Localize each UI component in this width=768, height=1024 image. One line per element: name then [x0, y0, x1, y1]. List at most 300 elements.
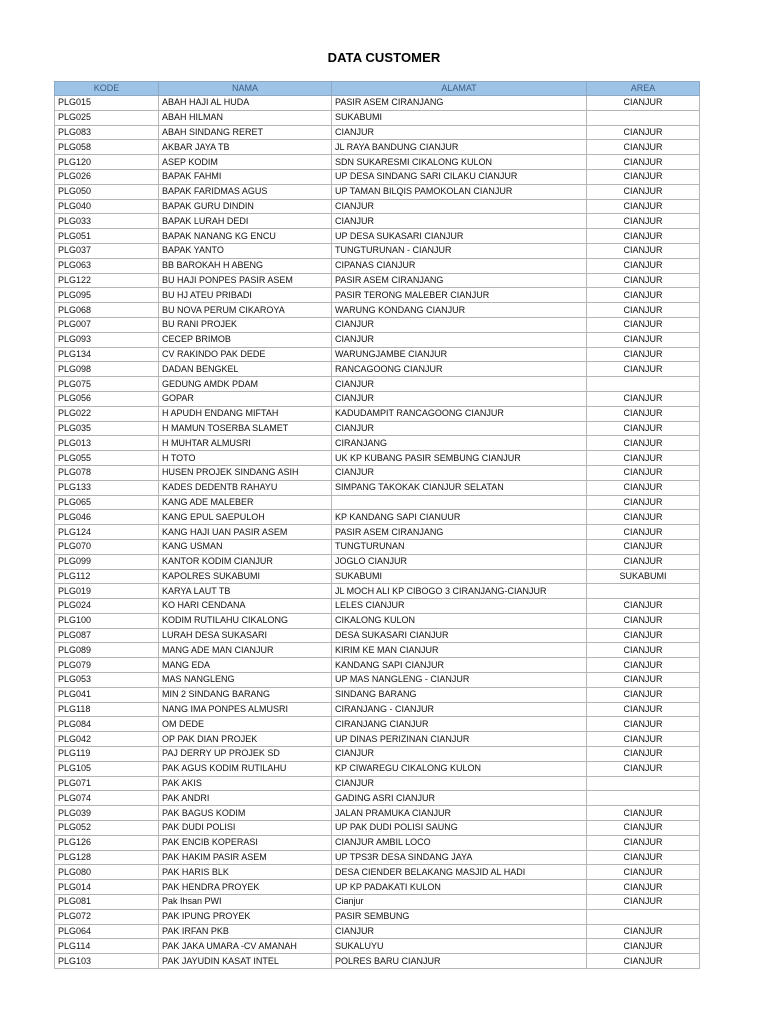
cell-alamat[interactable]: CIANJUR — [332, 776, 587, 791]
table-row[interactable] — [55, 332, 700, 347]
cell-alamat[interactable]: RANCAGOONG CIANJUR — [332, 362, 587, 377]
cell-nama[interactable]: KAPOLRES SUKABUMI — [159, 569, 332, 584]
cell-area[interactable]: CIANJUR — [587, 465, 700, 480]
cell-nama[interactable]: PAK HENDRA PROYEK — [159, 880, 332, 895]
cell-area[interactable]: CIANJUR — [587, 954, 700, 969]
cell-area[interactable]: CIANJUR — [587, 939, 700, 954]
cell-area[interactable]: CIANJUR — [587, 288, 700, 303]
cell-alamat[interactable]: JL RAYA BANDUNG CIANJUR — [332, 140, 587, 155]
cell-nama[interactable]: GEDUNG AMDK PDAM — [159, 377, 332, 392]
cell-area[interactable]: CIANJUR — [587, 184, 700, 199]
cell-nama[interactable]: PAK IRFAN PKB — [159, 924, 332, 939]
cell-alamat[interactable]: JL MOCH ALI KP CIBOGO 3 CIRANJANG-CIANJUR — [332, 584, 587, 599]
table-row[interactable] — [55, 584, 700, 599]
table-row[interactable] — [55, 569, 700, 584]
cell-nama[interactable]: BU NOVA PERUM CIKAROYA — [159, 303, 332, 318]
cell-area[interactable]: CIANJUR — [587, 332, 700, 347]
table-row[interactable] — [55, 125, 700, 140]
cell-alamat[interactable]: SDN SUKARESMI CIKALONG KULON — [332, 155, 587, 170]
cell-nama[interactable]: MIN 2 SINDANG BARANG — [159, 687, 332, 702]
cell-kode[interactable]: PLG070 — [55, 539, 159, 554]
cell-area[interactable]: CIANJUR — [587, 169, 700, 184]
cell-alamat[interactable]: TUNGTURUNAN — [332, 539, 587, 554]
table-row[interactable] — [55, 658, 700, 673]
cell-kode[interactable]: PLG013 — [55, 436, 159, 451]
table-row[interactable] — [55, 539, 700, 554]
cell-nama[interactable]: BAPAK GURU DINDIN — [159, 199, 332, 214]
cell-alamat[interactable]: CIRANJANG CIANJUR — [332, 717, 587, 732]
cell-kode[interactable]: PLG075 — [55, 377, 159, 392]
table-row[interactable] — [55, 243, 700, 258]
table-row[interactable] — [55, 362, 700, 377]
cell-nama[interactable]: ASEP KODIM — [159, 155, 332, 170]
cell-kode[interactable]: PLG064 — [55, 924, 159, 939]
cell-area[interactable] — [587, 377, 700, 392]
cell-kode[interactable]: PLG056 — [55, 391, 159, 406]
cell-area[interactable]: CIANJUR — [587, 747, 700, 762]
cell-nama[interactable]: PAJ DERRY UP PROJEK SD — [159, 747, 332, 762]
table-row[interactable] — [55, 732, 700, 747]
cell-area[interactable]: CIANJUR — [587, 761, 700, 776]
cell-kode[interactable]: PLG079 — [55, 658, 159, 673]
cell-kode[interactable]: PLG007 — [55, 317, 159, 332]
cell-nama[interactable]: H TOTO — [159, 451, 332, 466]
table-row[interactable] — [55, 96, 700, 111]
cell-area[interactable]: CIANJUR — [587, 303, 700, 318]
cell-kode[interactable]: PLG071 — [55, 776, 159, 791]
cell-alamat[interactable]: KP CIWAREGU CIKALONG KULON — [332, 761, 587, 776]
cell-alamat[interactable]: GADING ASRI CIANJUR — [332, 791, 587, 806]
cell-area[interactable]: CIANJUR — [587, 613, 700, 628]
table-row[interactable] — [55, 717, 700, 732]
cell-kode[interactable]: PLG112 — [55, 569, 159, 584]
cell-kode[interactable]: PLG046 — [55, 510, 159, 525]
cell-alamat[interactable]: UP PAK DUDI POLISI SAUNG — [332, 821, 587, 836]
cell-kode[interactable]: PLG120 — [55, 155, 159, 170]
table-row[interactable] — [55, 821, 700, 836]
cell-area[interactable]: CIANJUR — [587, 273, 700, 288]
cell-nama[interactable]: PAK JAYUDIN KASAT INTEL — [159, 954, 332, 969]
cell-area[interactable]: CIANJUR — [587, 406, 700, 421]
table-row[interactable] — [55, 155, 700, 170]
cell-kode[interactable]: PLG015 — [55, 96, 159, 111]
cell-alamat[interactable]: SUKABUMI — [332, 110, 587, 125]
cell-kode[interactable]: PLG055 — [55, 451, 159, 466]
cell-kode[interactable]: PLG072 — [55, 909, 159, 924]
cell-nama[interactable]: BAPAK LURAH DEDI — [159, 214, 332, 229]
cell-area[interactable] — [587, 791, 700, 806]
cell-area[interactable]: CIANJUR — [587, 850, 700, 865]
cell-kode[interactable]: PLG052 — [55, 821, 159, 836]
table-row[interactable] — [55, 495, 700, 510]
cell-alamat[interactable]: JALAN PRAMUKA CIANJUR — [332, 806, 587, 821]
cell-nama[interactable]: ABAH HAJI AL HUDA — [159, 96, 332, 111]
cell-nama[interactable]: PAK IPUNG PROYEK — [159, 909, 332, 924]
cell-kode[interactable]: PLG093 — [55, 332, 159, 347]
cell-area[interactable]: CIANJUR — [587, 155, 700, 170]
cell-nama[interactable]: H MUHTAR ALMUSRI — [159, 436, 332, 451]
cell-kode[interactable]: PLG118 — [55, 702, 159, 717]
table-row[interactable] — [55, 465, 700, 480]
cell-kode[interactable]: PLG041 — [55, 687, 159, 702]
table-row[interactable] — [55, 791, 700, 806]
table-row[interactable] — [55, 880, 700, 895]
cell-alamat[interactable]: KANDANG SAPI CIANJUR — [332, 658, 587, 673]
table-row[interactable] — [55, 377, 700, 392]
cell-nama[interactable]: BAPAK FARIDMAS AGUS — [159, 184, 332, 199]
cell-area[interactable] — [587, 110, 700, 125]
cell-alamat[interactable]: CIANJUR — [332, 317, 587, 332]
cell-alamat[interactable]: Cianjur — [332, 895, 587, 910]
cell-nama[interactable]: BAPAK YANTO — [159, 243, 332, 258]
table-row[interactable] — [55, 436, 700, 451]
cell-kode[interactable]: PLG128 — [55, 850, 159, 865]
cell-nama[interactable]: CV RAKINDO PAK DEDE — [159, 347, 332, 362]
table-row[interactable] — [55, 643, 700, 658]
table-row[interactable] — [55, 406, 700, 421]
table-row[interactable] — [55, 702, 700, 717]
table-row[interactable] — [55, 865, 700, 880]
cell-alamat[interactable]: UP DINAS PERIZINAN CIANJUR — [332, 732, 587, 747]
cell-area[interactable]: CIANJUR — [587, 687, 700, 702]
cell-alamat[interactable]: UP DESA SUKASARI CIANJUR — [332, 229, 587, 244]
cell-nama[interactable]: ABAH HILMAN — [159, 110, 332, 125]
cell-alamat[interactable]: WARUNGJAMBE CIANJUR — [332, 347, 587, 362]
cell-alamat[interactable]: UK KP KUBANG PASIR SEMBUNG CIANJUR — [332, 451, 587, 466]
cell-area[interactable]: CIANJUR — [587, 599, 700, 614]
header-area[interactable]: AREA — [587, 82, 700, 96]
cell-alamat[interactable] — [332, 495, 587, 510]
cell-nama[interactable]: PAK AKIS — [159, 776, 332, 791]
table-row[interactable] — [55, 895, 700, 910]
cell-nama[interactable]: HUSEN PROJEK SINDANG ASIH — [159, 465, 332, 480]
cell-kode[interactable]: PLG081 — [55, 895, 159, 910]
cell-alamat[interactable]: CIANJUR — [332, 421, 587, 436]
cell-nama[interactable]: BAPAK FAHMI — [159, 169, 332, 184]
cell-kode[interactable]: PLG105 — [55, 761, 159, 776]
table-row[interactable] — [55, 214, 700, 229]
cell-kode[interactable]: PLG089 — [55, 643, 159, 658]
cell-alamat[interactable]: UP DESA SINDANG SARI CILAKU CIANJUR — [332, 169, 587, 184]
cell-kode[interactable]: PLG014 — [55, 880, 159, 895]
cell-kode[interactable]: PLG026 — [55, 169, 159, 184]
cell-nama[interactable]: AKBAR JAYA TB — [159, 140, 332, 155]
cell-kode[interactable]: PLG124 — [55, 525, 159, 540]
header-kode[interactable]: KODE — [55, 82, 159, 96]
cell-area[interactable]: CIANJUR — [587, 821, 700, 836]
cell-alamat[interactable]: UP MAS NANGLENG - CIANJUR — [332, 673, 587, 688]
cell-nama[interactable]: PAK HAKIM PASIR ASEM — [159, 850, 332, 865]
table-row[interactable] — [55, 510, 700, 525]
cell-area[interactable]: CIANJUR — [587, 880, 700, 895]
cell-alamat[interactable]: TUNGTURUNAN - CIANJUR — [332, 243, 587, 258]
cell-alamat[interactable]: KP KANDANG SAPI CIANUUR — [332, 510, 587, 525]
cell-area[interactable]: CIANJUR — [587, 451, 700, 466]
cell-area[interactable]: CIANJUR — [587, 510, 700, 525]
cell-kode[interactable]: PLG051 — [55, 229, 159, 244]
cell-area[interactable]: CIANJUR — [587, 317, 700, 332]
cell-area[interactable]: CIANJUR — [587, 539, 700, 554]
cell-area[interactable]: CIANJUR — [587, 525, 700, 540]
cell-area[interactable]: CIANJUR — [587, 717, 700, 732]
cell-alamat[interactable]: SUKALUYU — [332, 939, 587, 954]
table-row[interactable] — [55, 613, 700, 628]
cell-area[interactable] — [587, 776, 700, 791]
cell-nama[interactable]: ABAH SINDANG RERET — [159, 125, 332, 140]
cell-kode[interactable]: PLG035 — [55, 421, 159, 436]
table-row[interactable] — [55, 909, 700, 924]
cell-alamat[interactable]: UP KP PADAKATI KULON — [332, 880, 587, 895]
cell-kode[interactable]: PLG098 — [55, 362, 159, 377]
cell-kode[interactable]: PLG083 — [55, 125, 159, 140]
cell-kode[interactable]: PLG019 — [55, 584, 159, 599]
cell-kode[interactable]: PLG040 — [55, 199, 159, 214]
cell-nama[interactable]: KANG USMAN — [159, 539, 332, 554]
cell-nama[interactable]: OM DEDE — [159, 717, 332, 732]
cell-nama[interactable]: KARYA LAUT TB — [159, 584, 332, 599]
cell-alamat[interactable]: CIANJUR — [332, 924, 587, 939]
header-nama[interactable]: NAMA — [159, 82, 332, 96]
cell-alamat[interactable]: CIANJUR — [332, 125, 587, 140]
cell-alamat[interactable]: SUKABUMI — [332, 569, 587, 584]
cell-nama[interactable]: H APUDH ENDANG MIFTAH — [159, 406, 332, 421]
cell-area[interactable]: CIANJUR — [587, 125, 700, 140]
cell-alamat[interactable]: UP TPS3R DESA SINDANG JAYA — [332, 850, 587, 865]
cell-nama[interactable]: PAK DUDI POLISI — [159, 821, 332, 836]
cell-nama[interactable]: KADES DEDENTB RAHAYU — [159, 480, 332, 495]
cell-nama[interactable]: Pak Ihsan PWI — [159, 895, 332, 910]
cell-area[interactable]: CIANJUR — [587, 140, 700, 155]
cell-kode[interactable]: PLG053 — [55, 673, 159, 688]
cell-nama[interactable]: BAPAK NANANG KG ENCU — [159, 229, 332, 244]
table-row[interactable] — [55, 554, 700, 569]
cell-nama[interactable]: OP PAK DIAN PROJEK — [159, 732, 332, 747]
table-row[interactable] — [55, 391, 700, 406]
cell-nama[interactable]: KANG EPUL SAEPULOH — [159, 510, 332, 525]
table-row[interactable] — [55, 954, 700, 969]
cell-alamat[interactable]: PASIR ASEM CIRANJANG — [332, 273, 587, 288]
cell-kode[interactable]: PLG100 — [55, 613, 159, 628]
table-row[interactable] — [55, 110, 700, 125]
table-row[interactable] — [55, 140, 700, 155]
cell-area[interactable]: CIANJUR — [587, 865, 700, 880]
cell-alamat[interactable]: CIRANJANG — [332, 436, 587, 451]
table-row[interactable] — [55, 258, 700, 273]
cell-kode[interactable]: PLG050 — [55, 184, 159, 199]
cell-kode[interactable]: PLG099 — [55, 554, 159, 569]
cell-area[interactable]: CIANJUR — [587, 835, 700, 850]
cell-kode[interactable]: PLG133 — [55, 480, 159, 495]
cell-nama[interactable]: KANG ADE MALEBER — [159, 495, 332, 510]
cell-alamat[interactable]: SIMPANG TAKOKAK CIANJUR SELATAN — [332, 480, 587, 495]
cell-nama[interactable]: PAK JAKA UMARA -CV AMANAH — [159, 939, 332, 954]
cell-alamat[interactable]: POLRES BARU CIANJUR — [332, 954, 587, 969]
cell-kode[interactable]: PLG063 — [55, 258, 159, 273]
cell-nama[interactable]: BU HJ ATEU PRIBADI — [159, 288, 332, 303]
cell-alamat[interactable]: PASIR ASEM CIRANJANG — [332, 96, 587, 111]
table-row[interactable] — [55, 835, 700, 850]
header-alamat[interactable]: ALAMAT — [332, 82, 587, 96]
table-row[interactable] — [55, 347, 700, 362]
table-row[interactable] — [55, 421, 700, 436]
cell-alamat[interactable]: KADUDAMPIT RANCAGOONG CIANJUR — [332, 406, 587, 421]
table-row[interactable] — [55, 776, 700, 791]
cell-alamat[interactable]: SINDANG BARANG — [332, 687, 587, 702]
cell-nama[interactable]: PAK AGUS KODIM RUTILAHU — [159, 761, 332, 776]
table-row[interactable] — [55, 673, 700, 688]
cell-nama[interactable]: PAK ANDRI — [159, 791, 332, 806]
cell-kode[interactable]: PLG065 — [55, 495, 159, 510]
table-row[interactable] — [55, 628, 700, 643]
cell-kode[interactable]: PLG078 — [55, 465, 159, 480]
table-body — [55, 96, 700, 969]
cell-alamat[interactable]: DESA SUKASARI CIANJUR — [332, 628, 587, 643]
cell-alamat[interactable]: CIPANAS CIANJUR — [332, 258, 587, 273]
cell-alamat[interactable]: CIANJUR — [332, 747, 587, 762]
cell-alamat[interactable]: CIANJUR — [332, 377, 587, 392]
cell-nama[interactable]: LURAH DESA SUKASARI — [159, 628, 332, 643]
cell-area[interactable]: CIANJUR — [587, 732, 700, 747]
table-row[interactable] — [55, 184, 700, 199]
cell-alamat[interactable]: LELES CIANJUR — [332, 599, 587, 614]
cell-area[interactable]: CIANJUR — [587, 347, 700, 362]
cell-kode[interactable]: PLG084 — [55, 717, 159, 732]
table-row[interactable] — [55, 806, 700, 821]
cell-area[interactable]: CIANJUR — [587, 673, 700, 688]
cell-nama[interactable]: CECEP BRIMOB — [159, 332, 332, 347]
table-row[interactable] — [55, 480, 700, 495]
cell-kode[interactable]: PLG058 — [55, 140, 159, 155]
cell-kode[interactable]: PLG022 — [55, 406, 159, 421]
cell-nama[interactable]: MAS NANGLENG — [159, 673, 332, 688]
cell-nama[interactable]: H MAMUN TOSERBA SLAMET — [159, 421, 332, 436]
cell-alamat[interactable]: PASIR ASEM CIRANJANG — [332, 525, 587, 540]
cell-alamat[interactable]: CIKALONG KULON — [332, 613, 587, 628]
cell-area[interactable]: CIANJUR — [587, 214, 700, 229]
cell-area[interactable]: CIANJUR — [587, 628, 700, 643]
table-row[interactable] — [55, 599, 700, 614]
cell-alamat[interactable]: CIANJUR — [332, 391, 587, 406]
cell-kode[interactable]: PLG037 — [55, 243, 159, 258]
cell-kode[interactable]: PLG033 — [55, 214, 159, 229]
cell-alamat[interactable]: PASIR SEMBUNG — [332, 909, 587, 924]
table-row[interactable] — [55, 687, 700, 702]
table-row[interactable] — [55, 747, 700, 762]
cell-kode[interactable]: PLG039 — [55, 806, 159, 821]
cell-area[interactable]: CIANJUR — [587, 895, 700, 910]
cell-nama[interactable]: BU RANI PROJEK — [159, 317, 332, 332]
cell-alamat[interactable]: WARUNG KONDANG CIANJUR — [332, 303, 587, 318]
cell-kode[interactable]: PLG114 — [55, 939, 159, 954]
cell-alamat[interactable]: JOGLO CIANJUR — [332, 554, 587, 569]
cell-alamat[interactable]: CIANJUR — [332, 465, 587, 480]
cell-nama[interactable]: PAK HARIS BLK — [159, 865, 332, 880]
cell-kode[interactable]: PLG095 — [55, 288, 159, 303]
cell-nama[interactable]: BB BAROKAH H ABENG — [159, 258, 332, 273]
cell-kode[interactable]: PLG080 — [55, 865, 159, 880]
cell-area[interactable]: CIANJUR — [587, 258, 700, 273]
cell-area[interactable]: CIANJUR — [587, 480, 700, 495]
cell-kode[interactable]: PLG126 — [55, 835, 159, 850]
cell-kode[interactable]: PLG119 — [55, 747, 159, 762]
cell-area[interactable]: CIANJUR — [587, 96, 700, 111]
cell-kode[interactable]: PLG042 — [55, 732, 159, 747]
cell-nama[interactable]: DADAN BENGKEL — [159, 362, 332, 377]
cell-nama[interactable]: KO HARI CENDANA — [159, 599, 332, 614]
cell-area[interactable]: CIANJUR — [587, 643, 700, 658]
cell-area[interactable]: CIANJUR — [587, 229, 700, 244]
cell-nama[interactable]: BU HAJI PONPES PASIR ASEM — [159, 273, 332, 288]
cell-area[interactable] — [587, 584, 700, 599]
cell-alamat[interactable]: CIANJUR AMBIL LOCO — [332, 835, 587, 850]
cell-kode[interactable]: PLG122 — [55, 273, 159, 288]
cell-kode[interactable]: PLG068 — [55, 303, 159, 318]
cell-nama[interactable]: MANG ADE MAN CIANJUR — [159, 643, 332, 658]
cell-alamat[interactable]: CIANJUR — [332, 214, 587, 229]
table-row[interactable] — [55, 288, 700, 303]
table-row[interactable] — [55, 850, 700, 865]
cell-alamat[interactable]: KIRIM KE MAN CIANJUR — [332, 643, 587, 658]
cell-alamat[interactable]: PASIR TERONG MALEBER CIANJUR — [332, 288, 587, 303]
cell-area[interactable]: CIANJUR — [587, 199, 700, 214]
cell-nama[interactable]: KODIM RUTILAHU CIKALONG — [159, 613, 332, 628]
cell-nama[interactable]: KANG HAJI UAN PASIR ASEM — [159, 525, 332, 540]
cell-area[interactable]: CIANJUR — [587, 495, 700, 510]
cell-area[interactable]: CIANJUR — [587, 806, 700, 821]
cell-nama[interactable]: KANTOR KODIM CIANJUR — [159, 554, 332, 569]
cell-kode[interactable]: PLG134 — [55, 347, 159, 362]
cell-nama[interactable]: MANG EDA — [159, 658, 332, 673]
cell-area[interactable]: CIANJUR — [587, 391, 700, 406]
cell-area[interactable]: CIANJUR — [587, 243, 700, 258]
cell-area[interactable]: CIANJUR — [587, 554, 700, 569]
cell-nama[interactable]: PAK ENCIB KOPERASI — [159, 835, 332, 850]
cell-nama[interactable]: NANG IMA PONPES ALMUSRI — [159, 702, 332, 717]
cell-area[interactable] — [587, 909, 700, 924]
cell-kode[interactable]: PLG074 — [55, 791, 159, 806]
cell-kode[interactable]: PLG087 — [55, 628, 159, 643]
cell-kode[interactable]: PLG103 — [55, 954, 159, 969]
cell-alamat[interactable]: DESA CIENDER BELAKANG MASJID AL HADI — [332, 865, 587, 880]
cell-nama[interactable]: PAK BAGUS KODIM — [159, 806, 332, 821]
cell-area[interactable]: CIANJUR — [587, 658, 700, 673]
table-row[interactable] — [55, 761, 700, 776]
table-row[interactable] — [55, 924, 700, 939]
cell-kode[interactable]: PLG024 — [55, 599, 159, 614]
cell-alamat[interactable]: CIANJUR — [332, 199, 587, 214]
table-row[interactable] — [55, 169, 700, 184]
cell-alamat[interactable]: CIANJUR — [332, 332, 587, 347]
table-row[interactable] — [55, 303, 700, 318]
table-row[interactable] — [55, 229, 700, 244]
cell-area[interactable]: CIANJUR — [587, 421, 700, 436]
cell-area[interactable]: CIANJUR — [587, 362, 700, 377]
cell-area[interactable]: CIANJUR — [587, 436, 700, 451]
cell-nama[interactable]: GOPAR — [159, 391, 332, 406]
table-row[interactable] — [55, 199, 700, 214]
cell-area[interactable]: SUKABUMI — [587, 569, 700, 584]
table-row[interactable] — [55, 525, 700, 540]
cell-kode[interactable]: PLG025 — [55, 110, 159, 125]
table-row[interactable] — [55, 451, 700, 466]
cell-alamat[interactable]: CIRANJANG - CIANJUR — [332, 702, 587, 717]
cell-area[interactable]: CIANJUR — [587, 924, 700, 939]
table-row[interactable] — [55, 317, 700, 332]
table-row[interactable] — [55, 939, 700, 954]
cell-alamat[interactable]: UP TAMAN BILQIS PAMOKOLAN CIANJUR — [332, 184, 587, 199]
cell-area[interactable]: CIANJUR — [587, 702, 700, 717]
table-row[interactable] — [55, 273, 700, 288]
